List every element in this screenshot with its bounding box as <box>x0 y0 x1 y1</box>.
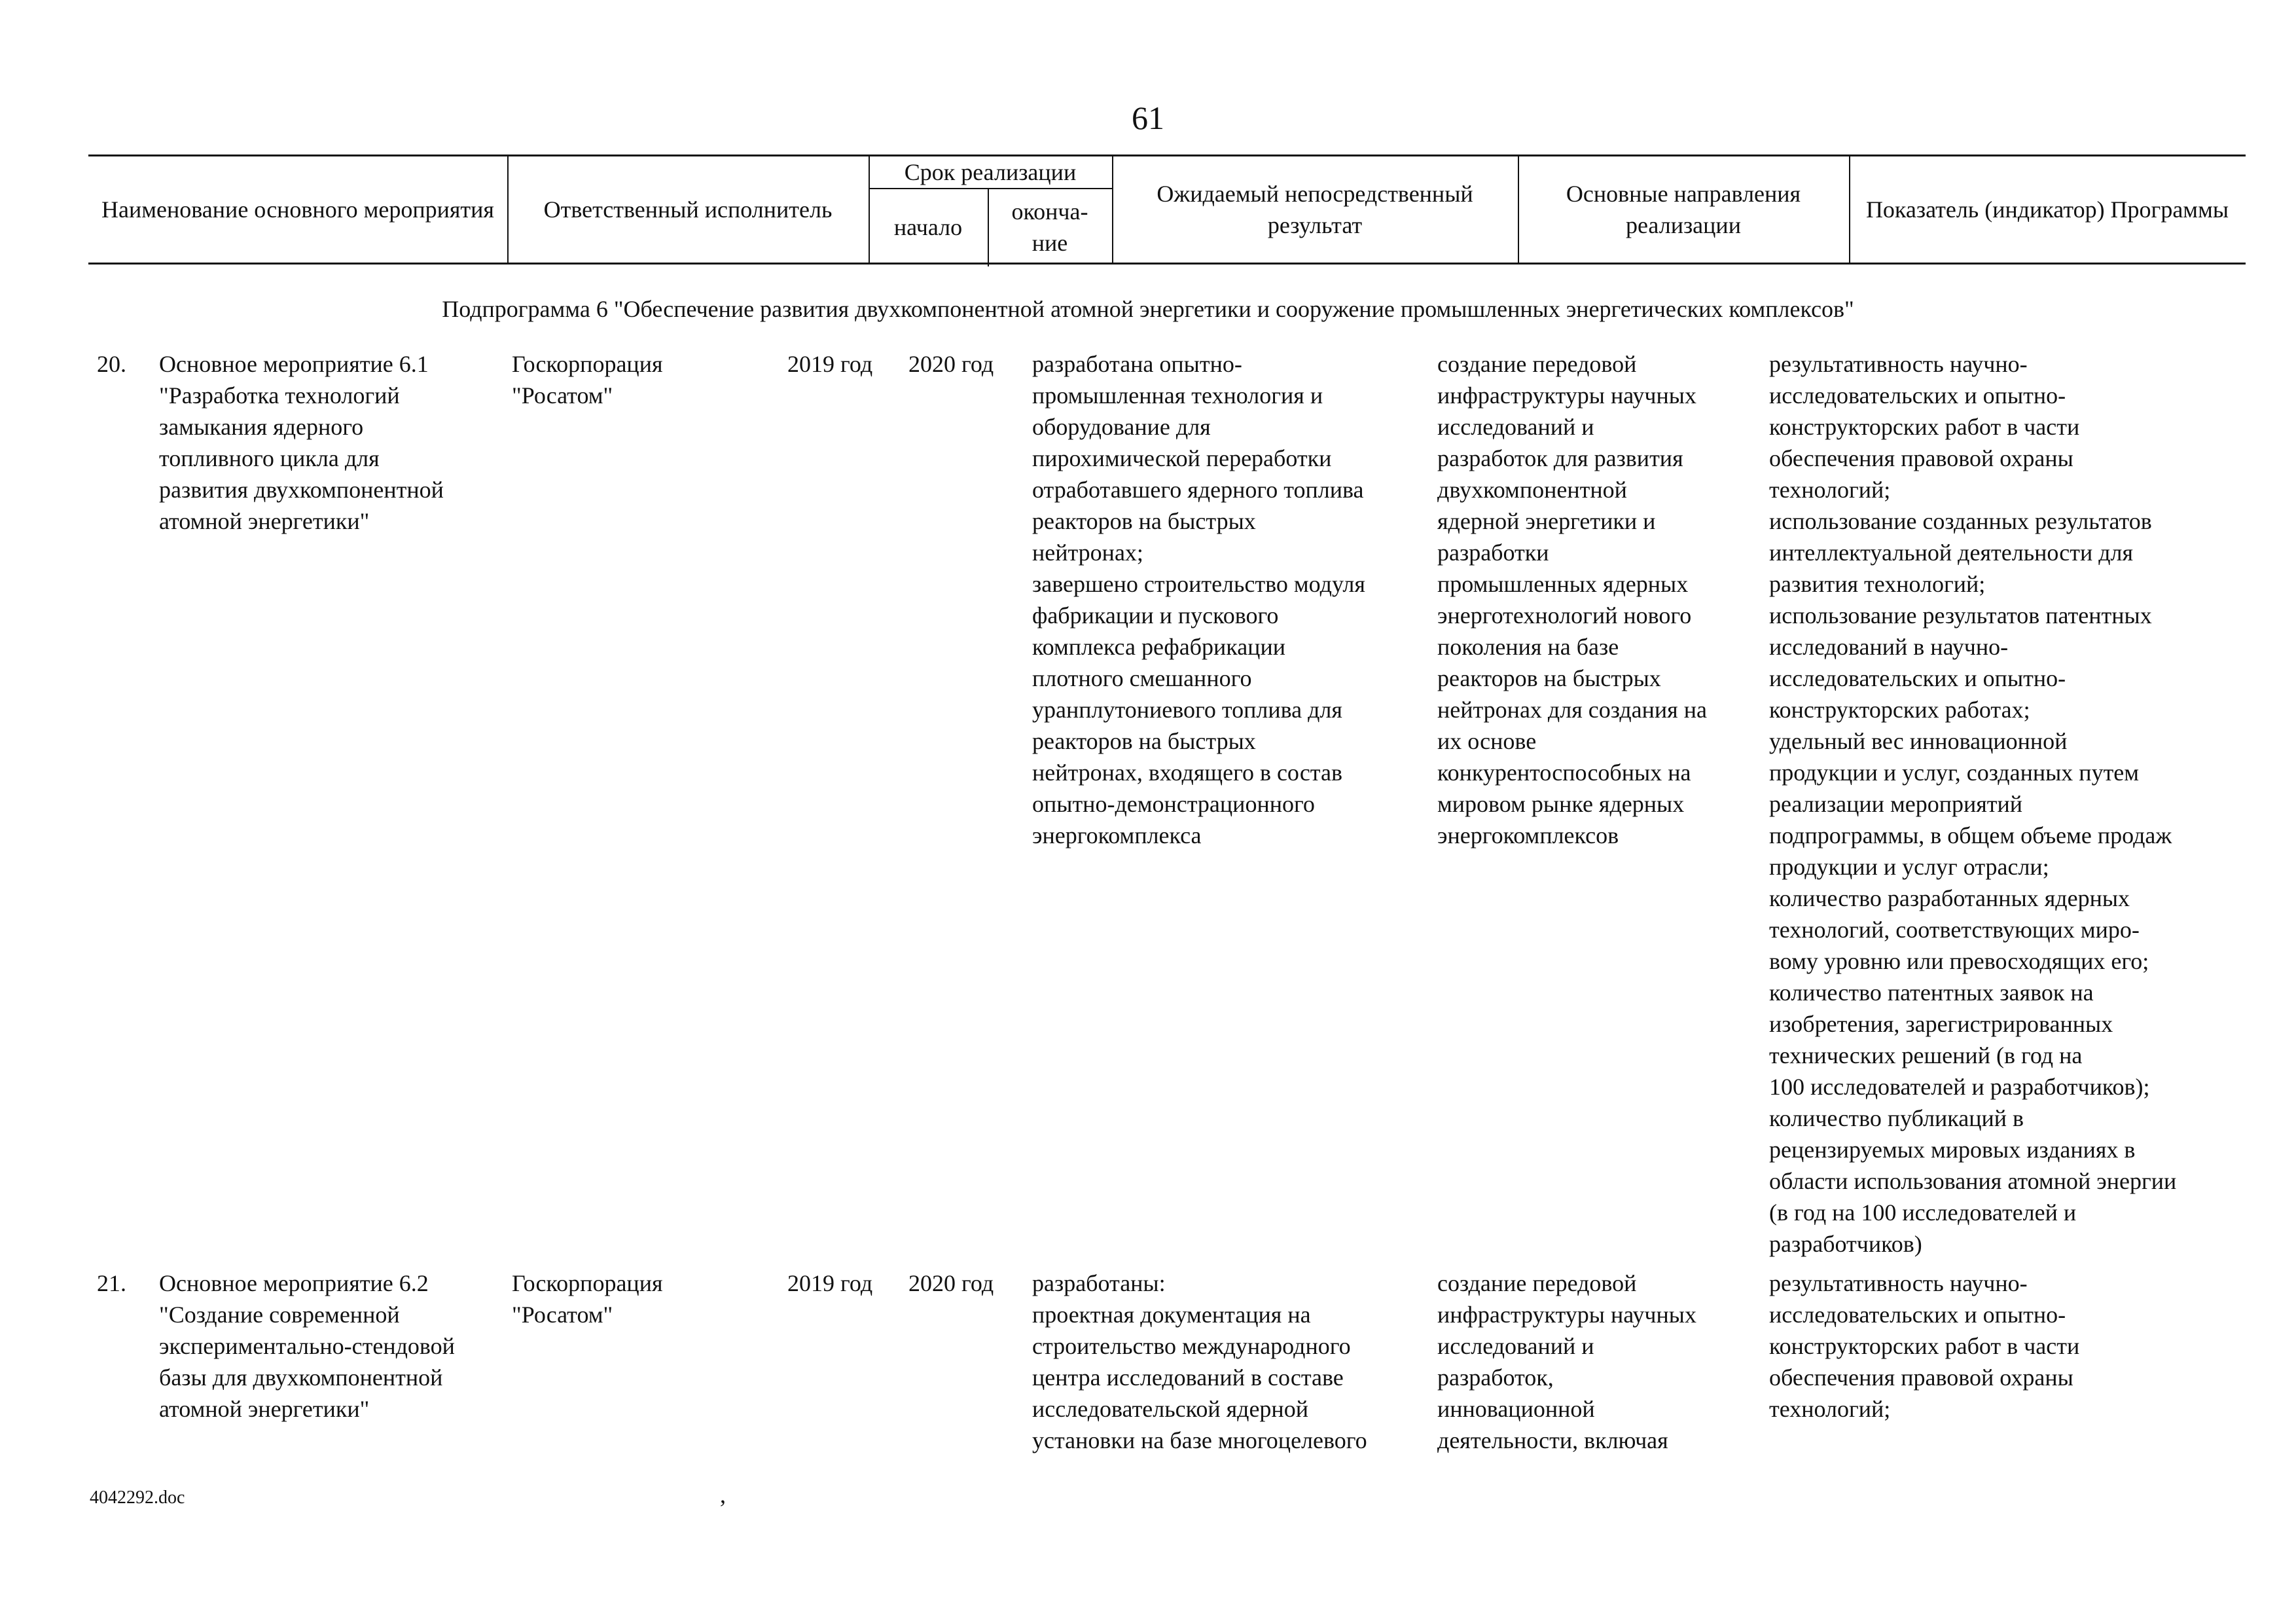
table-header <box>88 155 2246 264</box>
stray-mark: , <box>720 1482 726 1508</box>
header-indicator-column: Показатель (индикатор) Программы <box>1865 196 2229 223</box>
subprogram-title: Подпрограмма 6 "Обеспечение развития двухкомпонентной атомной энергетики и сооружение промышленных энергетических комплексов" <box>442 296 1854 322</box>
row-start: 2019 год <box>787 1270 873 1296</box>
row-executor: Госкорпорация "Росатом" <box>512 351 663 409</box>
header-start-column: начало <box>893 214 963 240</box>
row-result: разработаны: проектная документация на строительство международного центра исследований в составе исследовательской ядерной установки на базе многоцелевого <box>1032 1270 1367 1453</box>
header-period-column: Срок реализации <box>904 159 1077 185</box>
row-indicator: результативность научно- исследовательских и опытно- конструкторских работ в части обеспечения правовой охраны технологий; <box>1769 1270 2080 1422</box>
row-directions: создание передовой инфраструктуры научных исследований и разработок для развития двухкомпонентной ядерной энергетики и разработки промышленных ядерных энерготехнологий нового поколения на базе реакторов на быстрых нейтронах для создания на их основе конкурентоспособных на мировом рынке ядерных энергокомплексов <box>1437 351 1707 848</box>
row-start: 2019 год <box>787 351 873 377</box>
page-number: 61 <box>1132 100 1164 136</box>
row-name: Основное мероприятие 6.1 "Разработка технологий замыкания ядерного топливного цикла для развития двухкомпонентной атомной энергетики" <box>159 351 444 534</box>
row-indicator: результативность научно- исследовательских и опытно- конструкторских работ в части обеспечения правовой охраны технологий; использование созданных результатов интеллектуальной деятельности для развития технологий; использование результатов патентных исследований в научно- исследовательских и опытно- конструкторских работах; удельный вес инновационной продукции и услуг, созданных путем реализации мероприятий подпрограммы, в общем объеме продаж продукции и услуг отрасли; количество разработанных ядерных технологий, соответствующих миро- вому уровню или превосходящих его; количество патентных заявок на изобретения, зарегистрированных технических решений (в год на 100 исследователей и разработчиков); количество публикаций в рецензируемых мировых изданиях в области использования атомной энергии (в год на 100 исследователей и разработчиков) <box>1769 351 2177 1257</box>
row-name: Основное мероприятие 6.2 "Создание современной экспериментально-стендовой базы для двухкомпонентной атомной энергетики" <box>159 1270 455 1422</box>
row-end: 2020 год <box>908 1270 994 1296</box>
row-end: 2020 год <box>908 351 994 377</box>
row-number: 20. <box>97 351 126 377</box>
row-number: 21. <box>97 1270 126 1296</box>
row-directions: создание передовой инфраструктуры научных исследований и разработок, инновационной деятельности, включая <box>1437 1270 1696 1453</box>
header-directions-column: Основные направления реализации <box>1566 181 1801 238</box>
header-executor-column: Ответственный исполнитель <box>543 196 833 223</box>
header-result-column: Ожидаемый непосредственный результат <box>1157 181 1473 238</box>
header-name-column: Наименование основного мероприятия <box>101 196 494 223</box>
row-executor: Госкорпорация "Росатом" <box>512 1270 663 1328</box>
document-filename: 4042292.doc <box>90 1487 185 1508</box>
row-result: разработана опытно- промышленная технология и оборудование для пирохимической переработки отработавшего ядерного топлива реакторов на быстрых нейтронах; завершено строительство модуля фабрикации и пускового комплекса рефабрикации плотного смешанного уранплутониевого топлива для реакторов на быстрых нейтронах, входящего в состав опытно-демонстрационного энергокомплекса <box>1032 351 1365 848</box>
header-end-column: оконча- ние <box>1011 198 1088 256</box>
